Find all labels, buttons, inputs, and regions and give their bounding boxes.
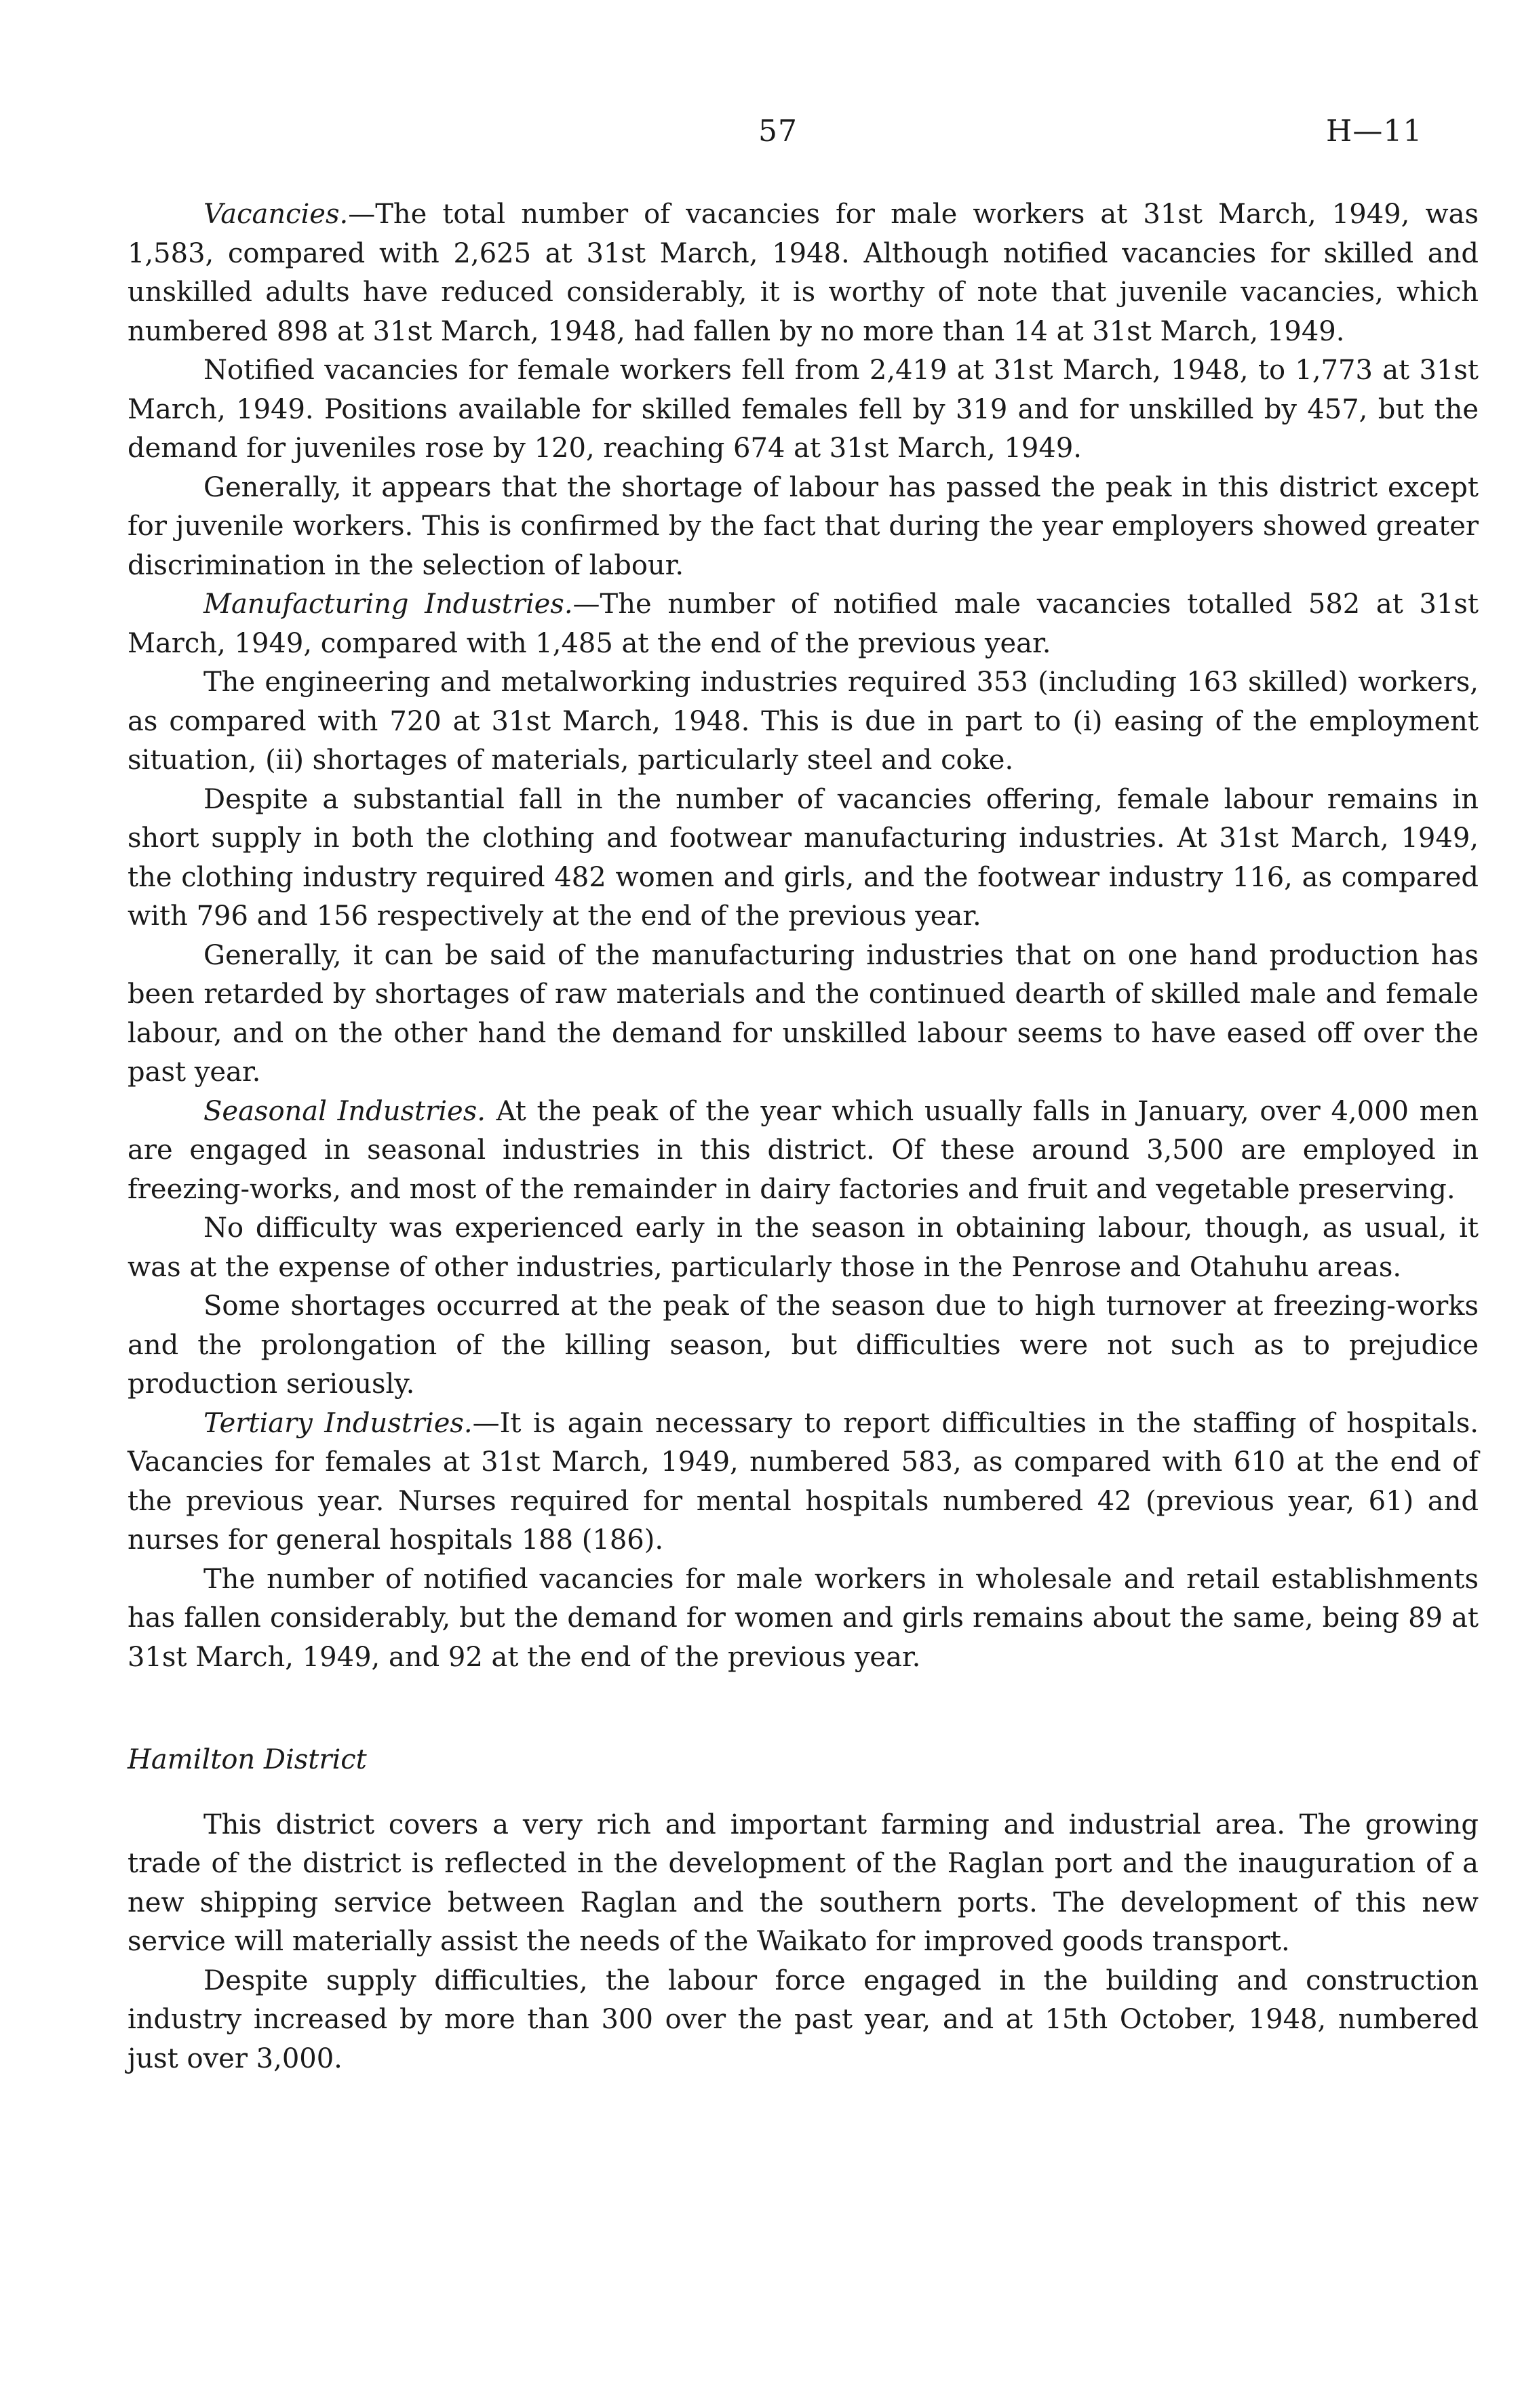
paragraph-female-vacancies (128, 351, 1479, 469)
paragraph-text: Notified vacancies for female workers fell from 2,419 at 31st March, 1948, to 1,773 at 31st March, 1949. Positions available for skilled females fell by 319 and for unskilled by 457, but the demand for juveniles rose by 120, reaching 674 at 31st March, 1949. (128, 355, 1479, 464)
paragraph-clothing-footwear (128, 781, 1479, 936)
paragraph-text: —The number of notified male vacancies totalled 582 at 31st March, 1949, compared with 1,485 at the end of the previous year. (128, 589, 1479, 659)
paragraph-tertiary (128, 1404, 1479, 1560)
paragraph-wholesale-retail (128, 1560, 1479, 1678)
paragraph-seasonal (128, 1092, 1479, 1210)
paragraph-text: Some shortages occurred at the peak of the season due to high turnover at freezing-works and the prolongation of the killing season, but difficulties were not such as to prejudice production seriously. (128, 1290, 1479, 1400)
run-in-heading: Tertiary Industries. (203, 1407, 473, 1439)
paragraph-text: Despite a substantial fall in the number of vacancies offering, female labour remains in short supply in both the clothing and footwear manufacturing industries. At 31st March, 1949, the clothing industry required 482 women and girls, and the footwear industry 116, as compared with 796 and 156 respectively at the end of the previous year. (128, 783, 1479, 932)
page-reference: H—11 (1326, 114, 1423, 149)
page-number: 57 (758, 114, 798, 149)
paragraph-text: Generally, it can be said of the manufacturing industries that on one hand production has been retarded by shortages of raw materials and the continued dearth of skilled male and female labour, and on the other hand the demand for unskilled labour seems to have eased off over the past year. (128, 939, 1479, 1088)
paragraph-text: —It is again necessary to report difficulties in the staffing of hospitals. Vacancies for females at 31st March, 1949, numbered 583, as compared with 610 at the end of the previous year. Nurses required for mental hospitals numbered 42 (previous year, 61) and nurses for general hospitals 188 (186). (128, 1407, 1479, 1556)
document-body (128, 195, 1479, 2078)
run-in-heading: Manufacturing Industries. (203, 589, 573, 620)
paragraph-text: —The total number of vacancies for male workers at 31st March, 1949, was 1,583, compared with 2,625 at 31st March, 1948. Although notified vacancies for skilled and unskilled adults have reduced considerably, it is worthy of note that juvenile vacancies, which numbered 898 at 31st March, 1948, had fallen by no more than 14 at 31st March, 1949. (128, 199, 1479, 347)
paragraph-text: The engineering and metalworking industries required 353 (including 163 skilled) workers, as compared with 720 at 31st March, 1948. This is due in part to (i) easing of the employment situation, (ii) shortages of materials, particularly steel and coke. (128, 667, 1479, 776)
paragraph-manufacturing (128, 585, 1479, 663)
paragraph-manufacturing-summary (128, 936, 1479, 1092)
paragraph-seasonal-labour (128, 1209, 1479, 1287)
paragraph-text: This district covers a very rich and important farming and industrial area. The growing trade of the district is reflected in the development of the Raglan port and the inauguration of a new shipping service between Raglan and the southern ports. The development of this new service will materially assist the needs of the Waikato for improved goods transport. (128, 1809, 1479, 1957)
paragraph-text: The number of notified vacancies for male workers in wholesale and retail establishments has fallen considerably, but the demand for women and girls remains about the same, being 89 at 31st March, 1949, and 92 at the end of the previous year. (128, 1563, 1479, 1673)
run-in-heading: Seasonal Industries. (203, 1095, 486, 1127)
paragraph-engineering (128, 663, 1479, 781)
paragraph-text: Generally, it appears that the shortage of labour has passed the peak in this district except for juvenile workers. This is confirmed by the fact that during the year employers showed greater discrimination in the selection of labour. (128, 471, 1479, 581)
section-heading-hamilton: Hamilton District (128, 1744, 367, 1775)
paragraph-text: At the peak of the year which usually falls in January, over 4,000 men are engaged in seasonal industries in this district. Of these around 3,500 are employed in freezing-works, and most of the remainder in dairy factories and fruit and vegetable preserving. (128, 1095, 1479, 1205)
paragraph-seasonal-shortages (128, 1287, 1479, 1404)
paragraph-text: Despite supply difficulties, the labour force engaged in the building and construction industry increased by more than 300 over the past year, and at 15th October, 1948, numbered just over 3,000. (128, 1965, 1479, 2074)
hamilton-section (128, 1806, 1479, 2079)
paragraph-vacancies (128, 195, 1479, 351)
paragraph-text: No difficulty was experienced early in the season in obtaining labour, though, as usual, it was at the expense of other industries, particularly those in the Penrose and Otahuhu areas. (128, 1212, 1479, 1283)
paragraph-hamilton-construction (128, 1962, 1479, 2079)
paragraph-general-shortage (128, 469, 1479, 586)
paragraph-hamilton-overview (128, 1806, 1479, 1962)
run-in-heading: Vacancies. (203, 199, 349, 230)
